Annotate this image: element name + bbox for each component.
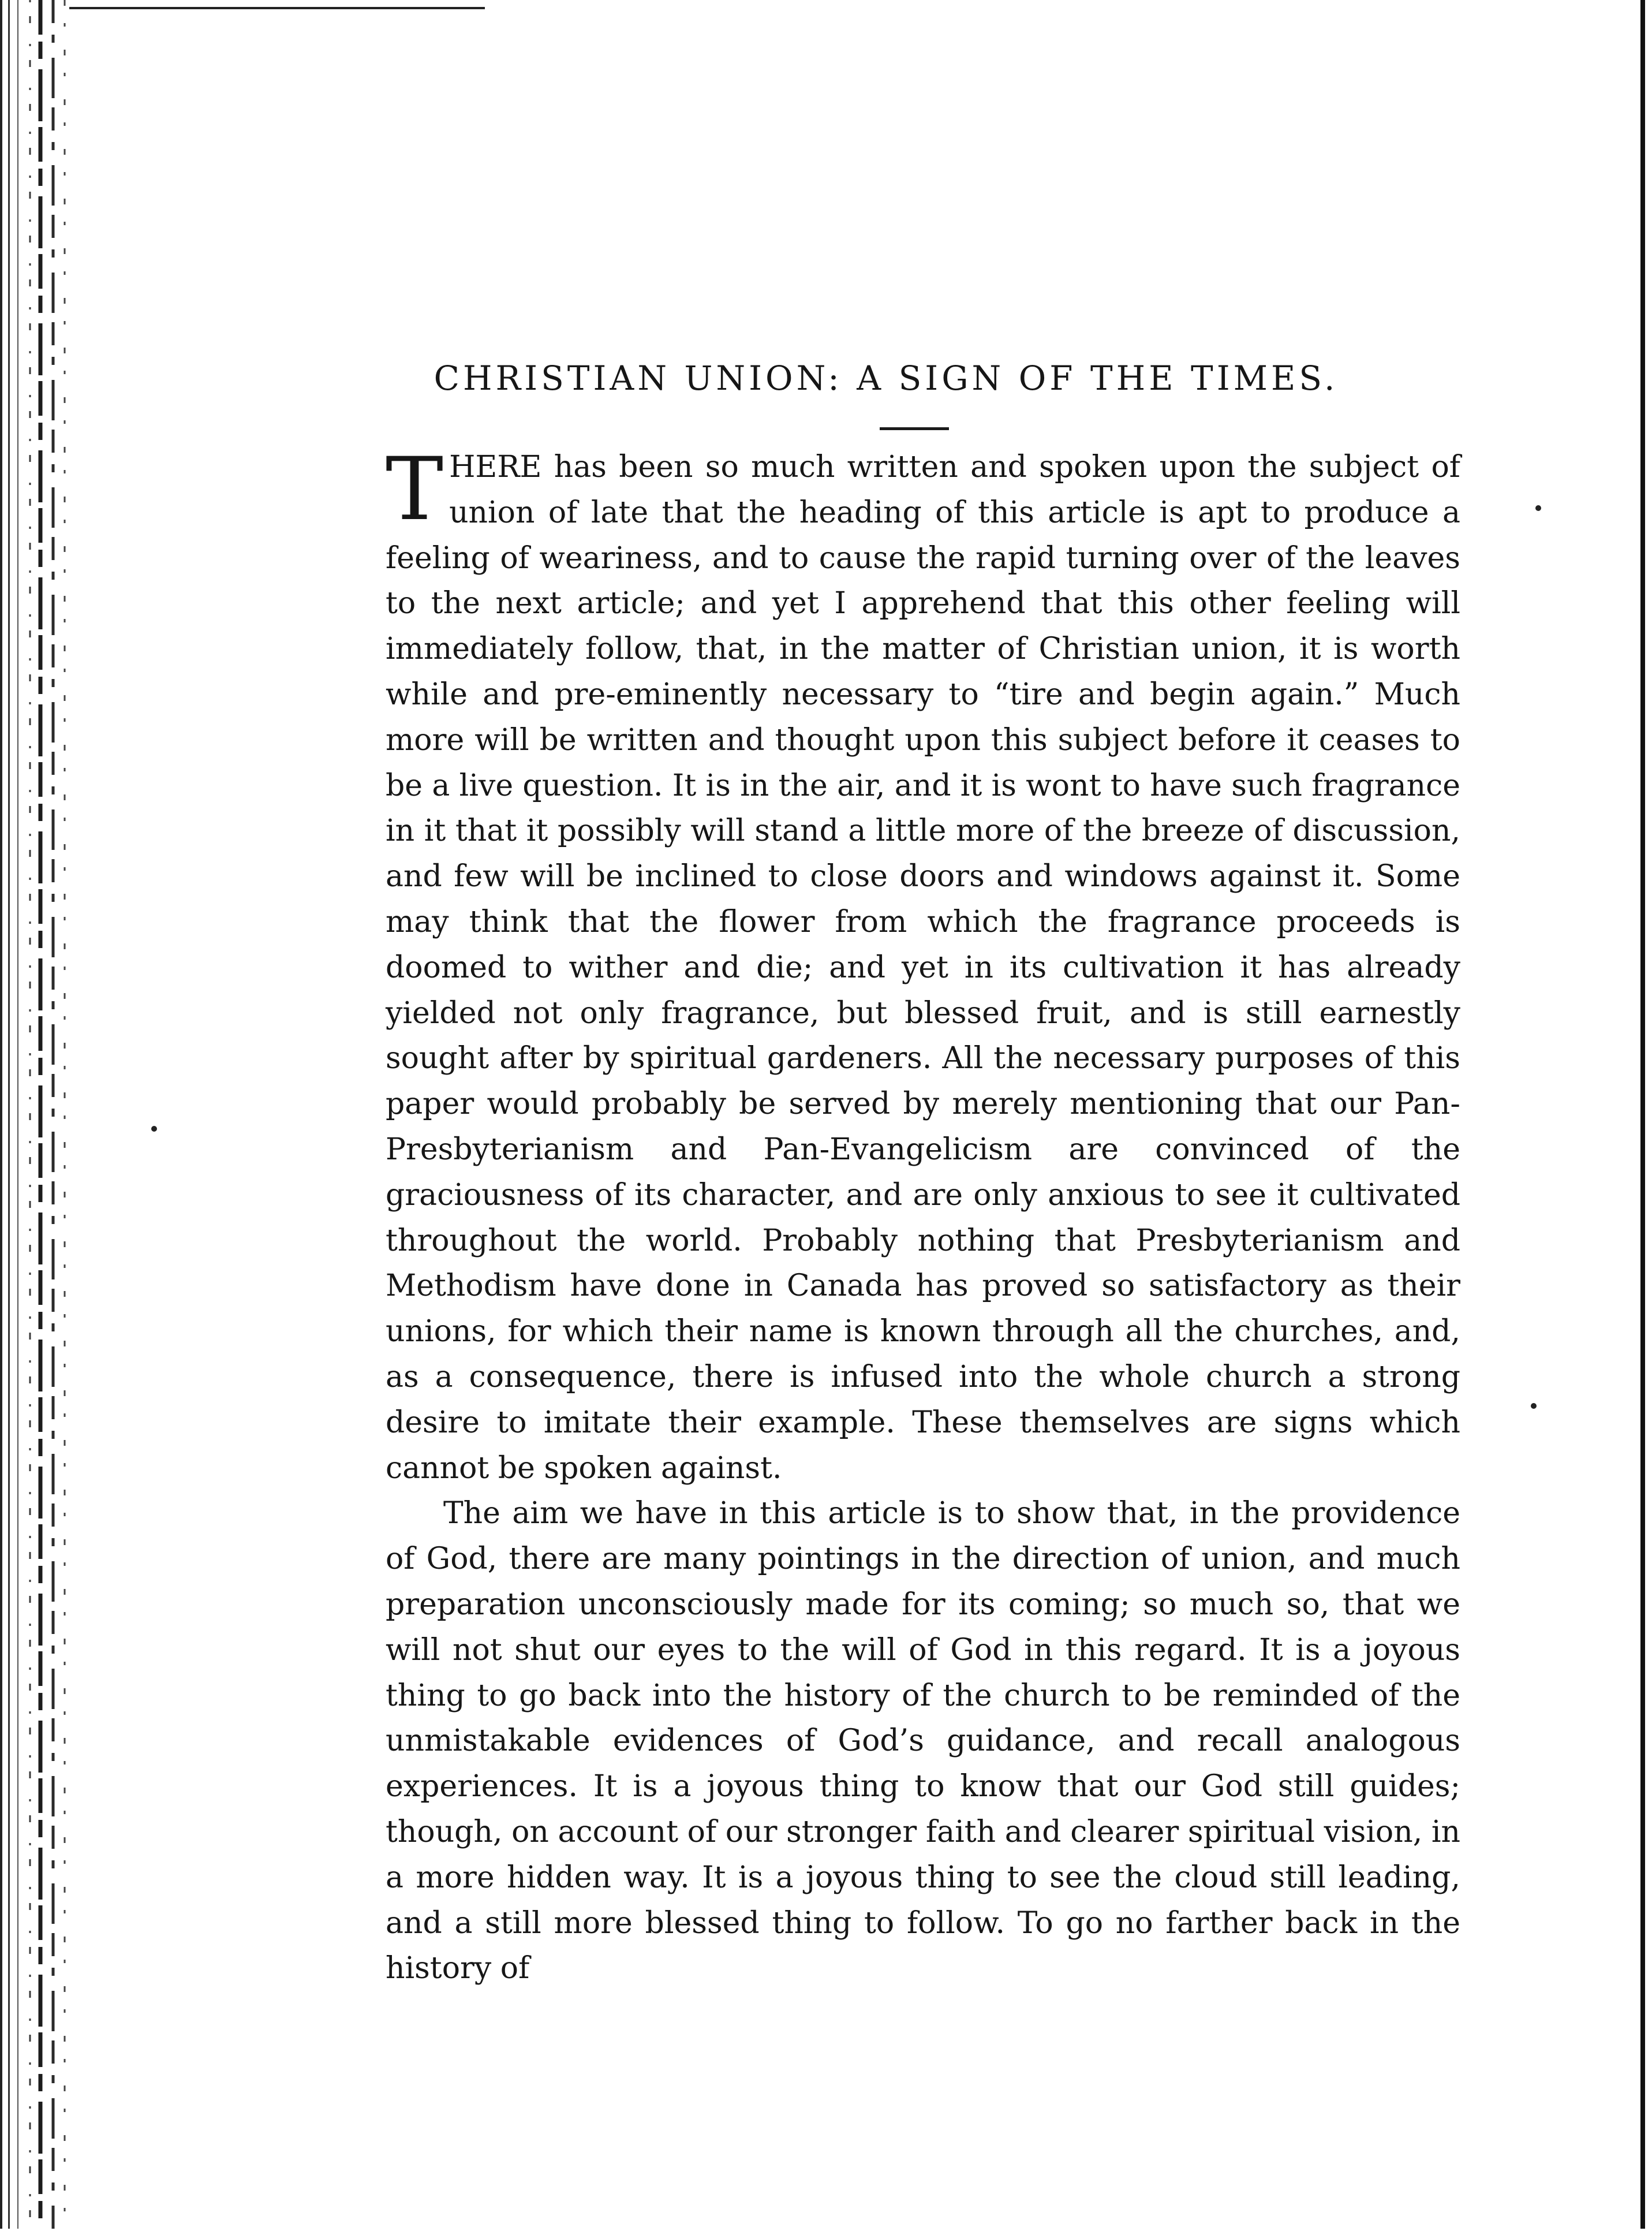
page-top-rule bbox=[69, 7, 485, 9]
paragraph-1-text: HERE has been so much written and spoken upon the subject of union of late that the heading of this article is apt to produce a feeling of weariness, and to cause the rapid turning over of the leaves to the next article; and yet I apprehend that this other feeling will immediately follow, that, in the matter of Christian union, it is worth while and pre-eminently necessary to “tire and begin again.” Much more will be written and thought upon this subject before it ceases to be a live question. It is in the air, and it is wont to have such fragrance in it that it possibly will stand a little more of the breeze of discussion, and few will be inclined to close doors and windows against it. Some may think that the flower from which the fragrance proceeds is doomed to wither and die; and yet in its cultivation it has already yielded not only fragrance, but blessed fruit, and is still earnestly sought after by spiritual gardeners. All the necessary purposes of this paper would probably be served by merely mentioning that our Pan-Presbyterianism and Pan-Evangelicism are convinced of the graciousness of its character, and are only anxious to see it cultivated throughout the world. Probably nothing that Presbyterianism and Methodism have done in Canada has proved so satisfactory as their unions, for which their name is known through all the churches, and, as a consequence, there is infused into the whole church a strong desire to imitate their example. These themselves are signs which cannot be spoken against. bbox=[386, 450, 1460, 1486]
margin-mark bbox=[1531, 1403, 1537, 1409]
article-title: CHRISTIAN UNION: A SIGN OF THE TIMES. bbox=[433, 359, 1339, 398]
drop-cap: T bbox=[386, 439, 444, 540]
title-rule bbox=[880, 427, 949, 430]
binding-edge bbox=[0, 0, 81, 2229]
paragraph-1 bbox=[386, 439, 1460, 1491]
page-right-edge bbox=[1640, 0, 1645, 2229]
margin-mark bbox=[1535, 505, 1541, 511]
article-body bbox=[386, 439, 1460, 1991]
margin-mark bbox=[151, 1126, 157, 1132]
paragraph-2: The aim we have in this article is to show that, in the providence of God, there are many pointings in the direction of union, and much preparation unconsciously made for its coming; so much so, that we will not shut our eyes to the will of God in this regard. It is a joyous thing to go back into the history of the church to be reminded of the unmistakable evidences of God’s guidance, and recall analogous experiences. It is a joyous thing to know that our God still guides; though, on account of our stronger faith and clearer spiritual vision, in a more hidden way. It is a joyous thing to see the cloud still leading, and a still more blessed thing to follow. To go no farther back in the history of bbox=[386, 1496, 1460, 1986]
